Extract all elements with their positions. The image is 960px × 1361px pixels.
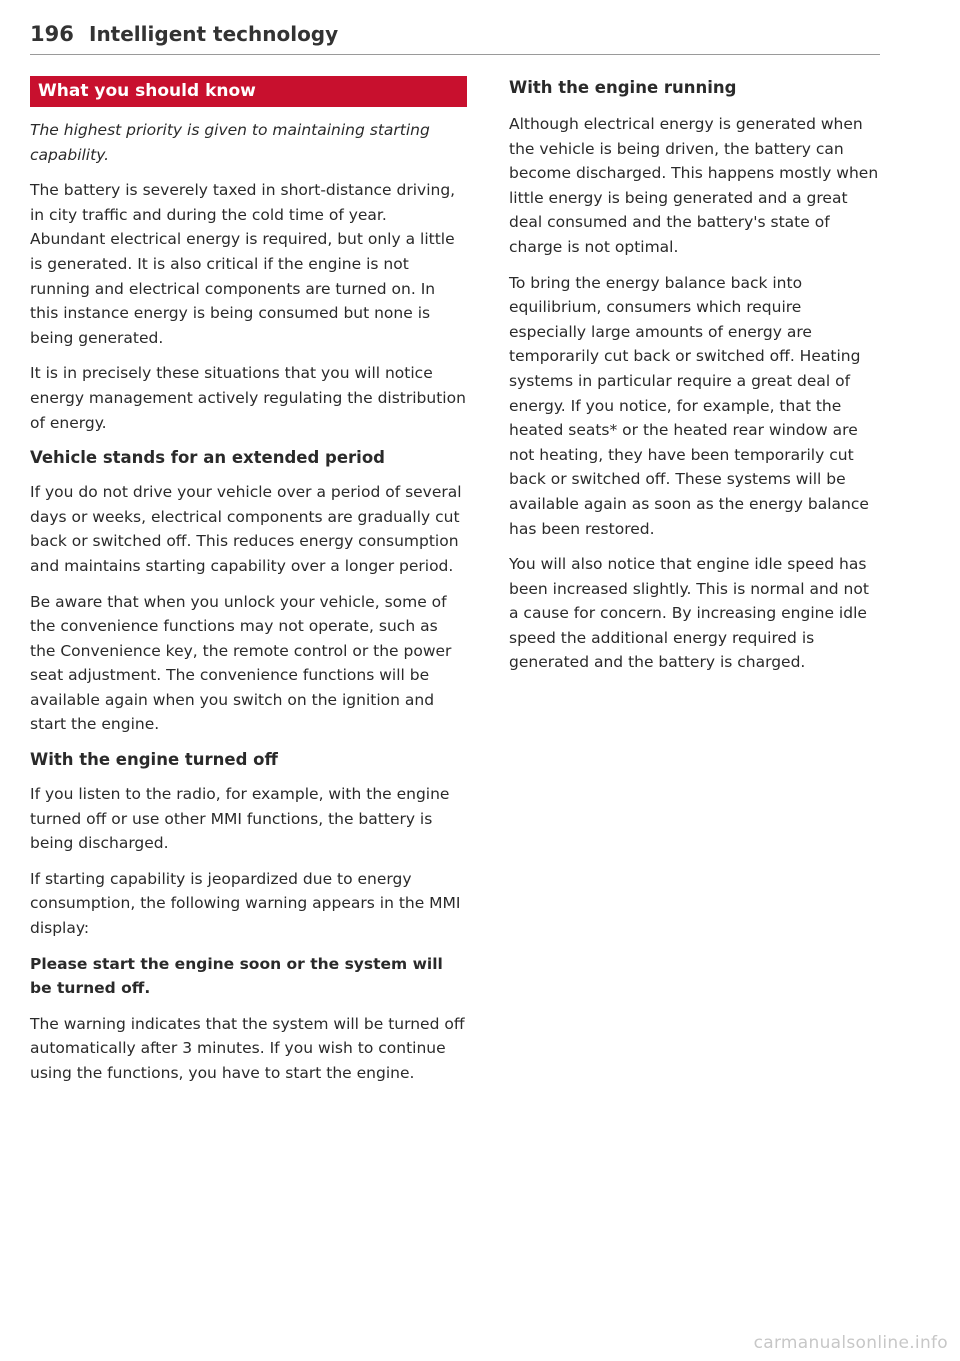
intro-text: The highest priority is given to maintaining starting capability. (30, 121, 430, 164)
paragraph: You will also notice that engine idle speed has been increased slightly. This is normal and not a cause for concern. By increasing engine idle speed the additional energy required is generated and the battery is charged. (509, 555, 869, 672)
subheading-engine-off: With the engine turned off (30, 750, 278, 770)
paragraph: If you do not drive your vehicle over a period of several days or weeks, electrical components are gradually cut back or switched off. This reduces energy consumption and maintains starting capability over a longer period. (30, 483, 462, 575)
left-column (30, 76, 467, 1097)
paragraph: The battery is severely taxed in short-distance driving, in city traffic and during the cold time of year. Abundant electrical energy is required, but only a little is generated. It is also critical if the engine is not running and electrical components are turned on. In this instance energy is being consumed but none is being generated. (30, 181, 456, 347)
paragraph: It is in precisely these situations that you will notice energy management actively regulating the distribution of energy. (30, 364, 466, 432)
paragraph: The warning indicates that the system will be turned off automatically after 3 minutes. If you wish to continue using the functions, you have to start the engine. (30, 1014, 465, 1082)
right-column (509, 76, 881, 686)
page-number: 196 (30, 22, 74, 46)
paragraph: Be aware that when you unlock your vehicle, some of the convenience functions may not operate, such as the Convenience key, the remote control or the power seat adjustment. The convenience functions will be available again when you switch on the ignition and start the engine. (30, 592, 452, 734)
subheading-engine-running: With the engine running (509, 78, 737, 97)
watermark: carmanualsonline.info (753, 1333, 948, 1353)
paragraph: Although electrical energy is generated when the vehicle is being driven, the battery can become discharged. This happens mostly when little energy is being generated and a great deal consumed and the battery's state of charge is not optimal. (509, 115, 879, 256)
paragraph: If you listen to the radio, for example, with the engine turned off or use other MMI functions, the battery is being discharged. (30, 785, 450, 853)
page-header (30, 22, 880, 55)
chapter-title: Intelligent technology (89, 22, 339, 46)
paragraph: To bring the energy balance back into equilibrium, consumers which require especially large amounts of energy are temporarily cut back or switched off. Heating systems in particular require a great deal of energy. If you notice, for example, that the heated seats* or the heated rear window are not heating, they have been temporarily cut back or switched off. These systems will be available again as soon as the energy balance has been restored. (509, 273, 869, 538)
subheading-extended-period: Vehicle stands for an extended period (30, 448, 385, 468)
warning-message: Please start the engine soon or the system will be turned off. (30, 954, 443, 998)
paragraph: If starting capability is jeopardized due to energy consumption, the following warning appears in the MMI display: (30, 869, 461, 938)
section-banner: What you should know (30, 76, 467, 107)
